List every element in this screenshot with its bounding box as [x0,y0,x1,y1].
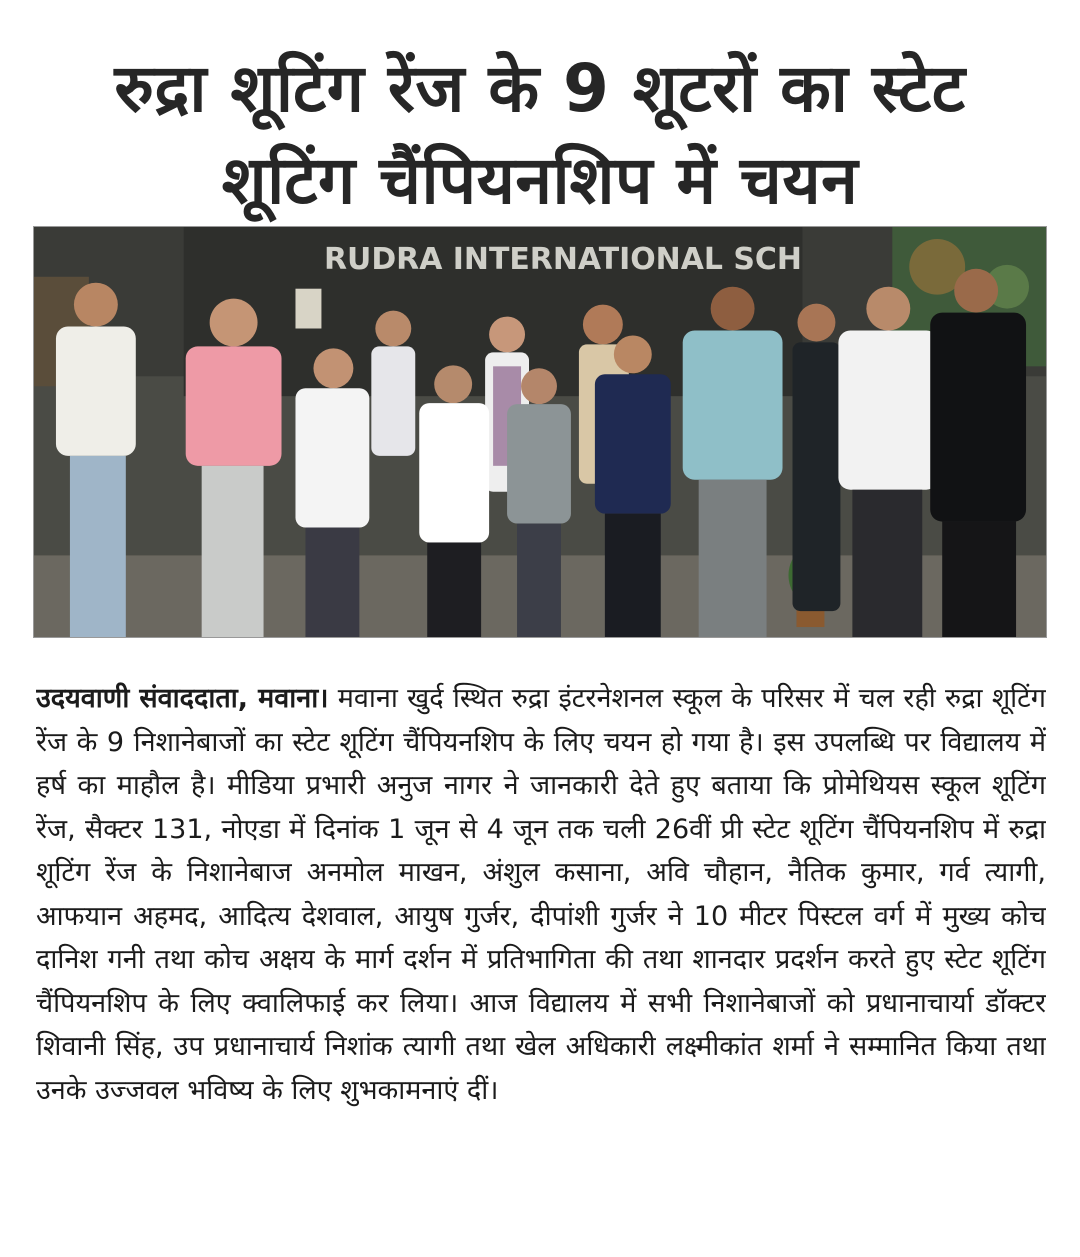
headline-line-1: रुद्रा शूटिंग रेंज के 9 शूटरों का स्टेट [114,50,966,128]
group-photo [33,226,1047,638]
person [793,304,841,612]
school-sign-text: RUDRA INTERNATIONAL SCH [324,241,802,277]
person [419,365,489,637]
headline-line-2: शूटिंग चैंपियनशिप में चयन [221,142,859,220]
article-text: मवाना खुर्द स्थित रुद्रा इंटरनेशनल स्कूल के परिसर में चल रही रुद्रा शूटिंग रेंज के 9 निशानेबाजों का स्टेट शूटिंग चैंपियनशिप के लिए चयन हो गया है। इस उपलब्धि पर विद्यालय में हर्ष का माहौल है। मीडिया प्रभारी अनुज नागर ने जानकारी देते हुए बताया कि प्रोमेथियस स्कूल शूटिंग रेंज, सैक्टर 131, नोएडा में दिनांक 1 जून से 4 जून तक चली 26वीं प्री स्टेट शूटिंग चैंपियनशिप में रुद्रा शूटिंग रेंज के निशानेबाज अनमोल माखन, अंशुल कसाना, अवि चौहान, नैतिक कुमार, गर्व त्यागी, आफयान अहमद, आदित्य देशवाल, आयुष गुर्जर, दीपांशी गुर्जर ने 10 मीटर पिस्टल वर्ग में मुख्य कोच दानिश गनी तथा कोच अक्षय के मार्ग दर्शन में प्रतिभागिता की तथा शानदार प्रदर्शन करते हुए स्टेट शूटिंग चैंपियनशिप के लिए क्वालिफाई कर लिया। आज विद्यालय में सभी निशानेबाजों को प्रधानाचार्या डॉक्टर शिवानी सिंह, उप प्रधानाचार्य निशांक त्यागी तथा खेल अधिकारी लक्ष्मीकांत शर्मा ने सम्मानित किया तथा उनके उज्जवल भविष्य के लिए शुभकामनाएं दीं। [36,683,1046,1106]
headline [24,43,1056,241]
person [595,335,671,637]
group-photo-illustration [34,227,1046,637]
person [295,348,369,637]
person [371,311,415,456]
person [930,269,1026,637]
article-byline: उदयवाणी संवाददाता, मवाना। [36,683,329,714]
article-body [36,677,1046,1257]
